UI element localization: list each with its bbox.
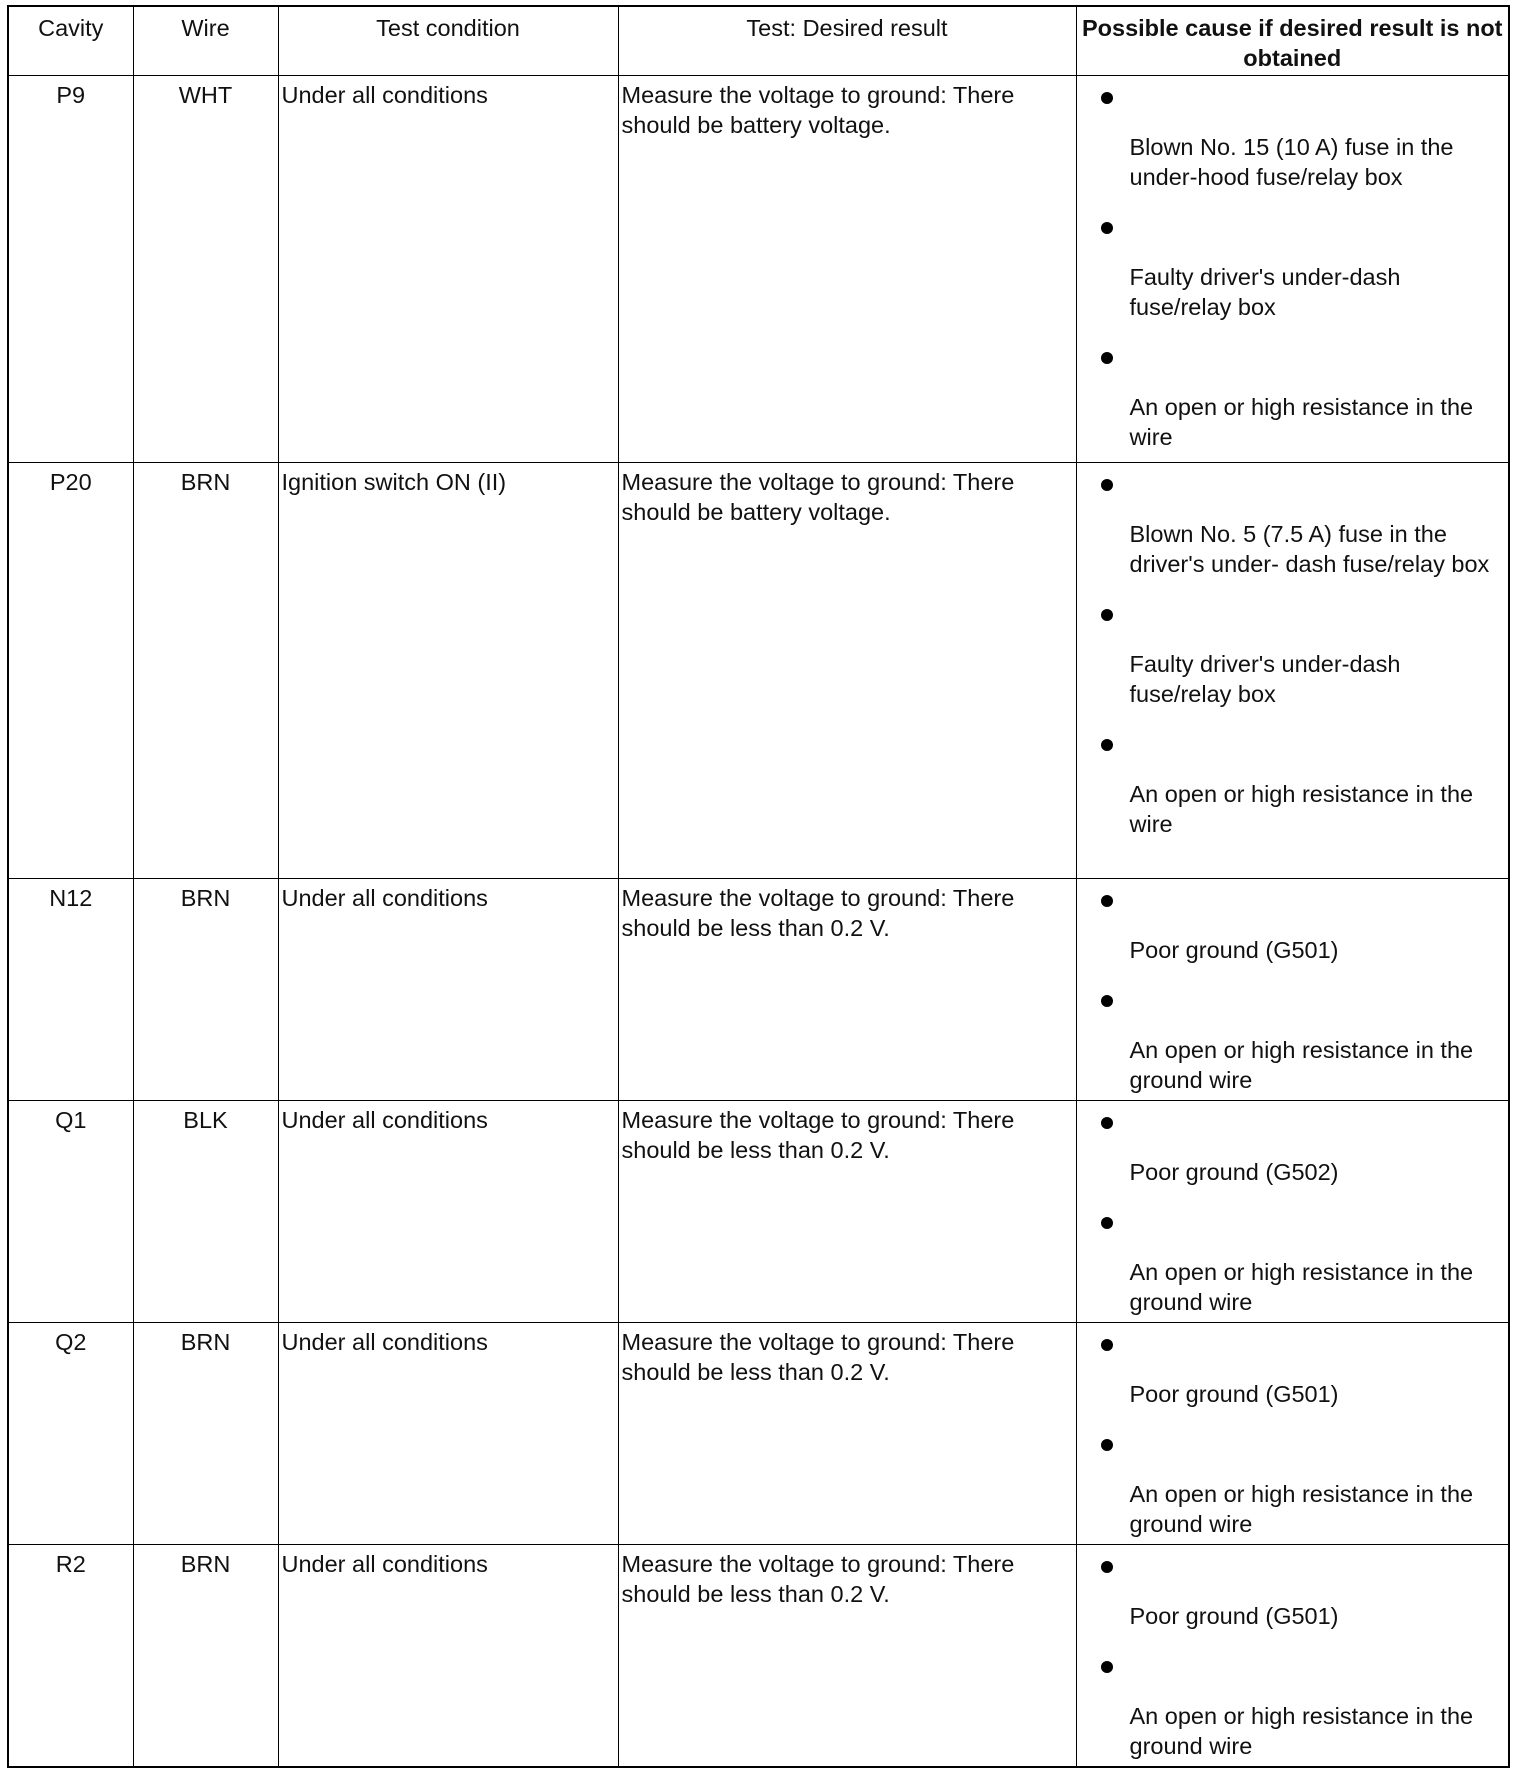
bullet-icon — [1101, 1117, 1113, 1129]
cause-text: An open or high resistance in the wire — [1129, 394, 1474, 450]
cause-item — [1080, 1105, 1506, 1187]
bullet-icon — [1101, 995, 1113, 1007]
wire-cell: BRN — [133, 1545, 278, 1767]
cavity-cell: Q2 — [8, 1323, 133, 1545]
cause-item — [1080, 1327, 1506, 1409]
cavity-cell: R2 — [8, 1545, 133, 1767]
bullet-icon — [1101, 1661, 1113, 1673]
cause-item — [1080, 883, 1506, 965]
condition-cell: Ignition switch ON (II) — [278, 463, 618, 879]
cause-cell — [1076, 463, 1509, 879]
condition-cell: Under all conditions — [278, 879, 618, 1101]
cause-text: Faulty driver's under-dash fuse/relay box — [1129, 651, 1401, 707]
bullet-icon — [1101, 92, 1113, 104]
result-cell: Measure the voltage to ground: There should be less than 0.2 V. — [618, 879, 1076, 1101]
cause-item — [1080, 1427, 1506, 1539]
cause-text: Poor ground (G501) — [1129, 937, 1339, 963]
cause-cell — [1076, 1101, 1509, 1323]
cavity-cell: P9 — [8, 76, 133, 463]
bullet-icon — [1101, 479, 1113, 491]
condition-cell: Under all conditions — [278, 1323, 618, 1545]
cause-item — [1080, 210, 1506, 322]
cause-item — [1080, 80, 1506, 192]
condition-cell: Under all conditions — [278, 1101, 618, 1323]
header-cavity: Cavity — [8, 6, 133, 76]
table-row — [8, 463, 1509, 879]
table-body — [8, 76, 1509, 1767]
cause-text: An open or high resistance in the ground wire — [1129, 1259, 1474, 1315]
cause-item — [1080, 597, 1506, 709]
result-cell: Measure the voltage to ground: There should be less than 0.2 V. — [618, 1323, 1076, 1545]
bullet-icon — [1101, 609, 1113, 621]
header-test-condition: Test condition — [278, 6, 618, 76]
cause-text: An open or high resistance in the ground wire — [1129, 1037, 1474, 1093]
cause-text: An open or high resistance in the ground wire — [1129, 1481, 1474, 1537]
wire-cell: WHT — [133, 76, 278, 463]
cause-item — [1080, 727, 1506, 839]
cavity-cell: Q1 — [8, 1101, 133, 1323]
cause-text: Faulty driver's under-dash fuse/relay box — [1129, 264, 1401, 320]
bullet-icon — [1101, 1561, 1113, 1573]
bullet-icon — [1101, 1439, 1113, 1451]
cause-text: An open or high resistance in the ground wire — [1129, 1703, 1474, 1759]
cause-cell — [1076, 1545, 1509, 1767]
cause-cell — [1076, 1323, 1509, 1545]
wire-cell: BLK — [133, 1101, 278, 1323]
cause-text: Blown No. 5 (7.5 A) fuse in the driver's under- dash fuse/relay box — [1129, 521, 1490, 577]
diagnostic-table — [7, 5, 1510, 1768]
header-wire: Wire — [133, 6, 278, 76]
cause-cell — [1076, 879, 1509, 1101]
header-possible-cause: Possible cause if desired result is not obtained — [1076, 6, 1509, 76]
bullet-icon — [1101, 739, 1113, 751]
table-row — [8, 1101, 1509, 1323]
cause-text: Poor ground (G501) — [1129, 1381, 1339, 1407]
cause-item — [1080, 983, 1506, 1095]
table-row — [8, 1545, 1509, 1767]
cause-text: An open or high resistance in the wire — [1129, 781, 1474, 837]
bullet-icon — [1101, 895, 1113, 907]
cause-text: Poor ground (G501) — [1129, 1603, 1339, 1629]
cause-cell — [1076, 76, 1509, 463]
cause-item — [1080, 467, 1506, 579]
cause-item — [1080, 1205, 1506, 1317]
cause-text: Poor ground (G502) — [1129, 1159, 1339, 1185]
cavity-cell: P20 — [8, 463, 133, 879]
bullet-icon — [1101, 1339, 1113, 1351]
cause-item — [1080, 1549, 1506, 1631]
wire-cell: BRN — [133, 879, 278, 1101]
wire-cell: BRN — [133, 1323, 278, 1545]
result-cell: Measure the voltage to ground: There should be battery voltage. — [618, 463, 1076, 879]
result-cell: Measure the voltage to ground: There should be battery voltage. — [618, 76, 1076, 463]
cause-item — [1080, 1649, 1506, 1761]
table-row — [8, 76, 1509, 463]
result-cell: Measure the voltage to ground: There should be less than 0.2 V. — [618, 1545, 1076, 1767]
condition-cell: Under all conditions — [278, 76, 618, 463]
header-desired-result: Test: Desired result — [618, 6, 1076, 76]
bullet-icon — [1101, 1217, 1113, 1229]
bullet-icon — [1101, 222, 1113, 234]
cause-item — [1080, 340, 1506, 452]
wire-cell: BRN — [133, 463, 278, 879]
bullet-icon — [1101, 352, 1113, 364]
cause-text: Blown No. 15 (10 A) fuse in the under-hood fuse/relay box — [1129, 134, 1454, 190]
cavity-cell: N12 — [8, 879, 133, 1101]
table-row — [8, 1323, 1509, 1545]
table-row — [8, 879, 1509, 1101]
result-cell: Measure the voltage to ground: There should be less than 0.2 V. — [618, 1101, 1076, 1323]
header-row — [8, 6, 1509, 76]
condition-cell: Under all conditions — [278, 1545, 618, 1767]
